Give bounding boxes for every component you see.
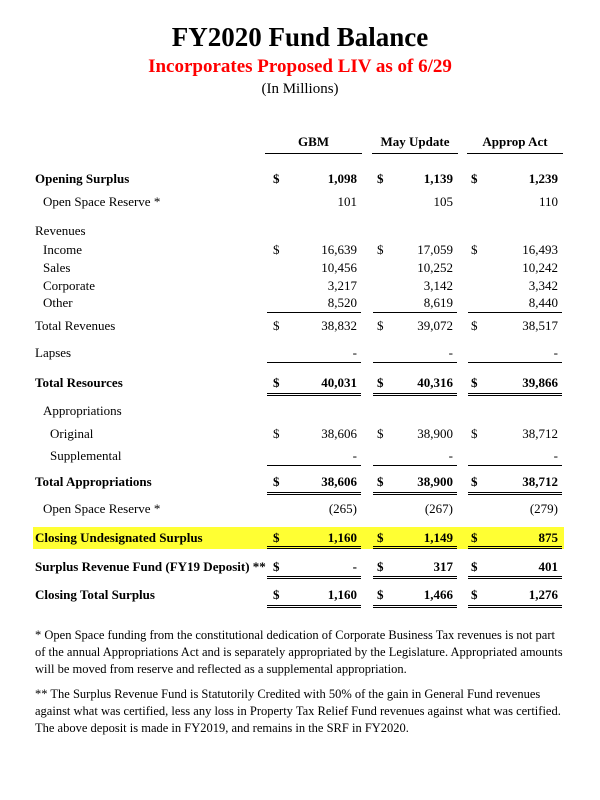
row-label: Surplus Revenue Fund (FY19 Deposit) ** xyxy=(35,559,266,574)
table-row-open-space-reserve-2 xyxy=(0,499,600,519)
table-row-revenues-header xyxy=(0,221,600,241)
footnote-surplus-revenue-fund: ** The Surplus Revenue Fund is Statutorily Credited with 50% of the gain in General Fund revenues against what was certified, less any loss in Property Tax Relief Fund revenues against what was certified. The above deposit is made in FY2019, and remains in the SRF in FY2020. xyxy=(35,687,561,735)
value-may-update: 38,900 xyxy=(417,426,453,441)
value-may-update: (267) xyxy=(424,501,453,516)
value-approp-act: 110 xyxy=(538,194,558,209)
table-row-surplus-revenue-fund xyxy=(0,557,600,577)
value-gbm: 38,832 xyxy=(321,318,357,333)
double-underline xyxy=(267,393,361,396)
table-row-total-appropriations xyxy=(0,472,600,492)
double-underline xyxy=(373,492,457,495)
row-label: Other xyxy=(43,295,73,310)
underline xyxy=(373,465,457,466)
dollar-sign: $ xyxy=(273,375,280,390)
row-label: Total Resources xyxy=(35,375,123,390)
value-gbm: 38,606 xyxy=(321,426,357,441)
table-row-sales xyxy=(0,258,600,278)
dollar-sign: $ xyxy=(377,318,384,333)
dollar-sign: $ xyxy=(471,375,478,390)
value-may-update: - xyxy=(448,448,453,463)
units-label: (In Millions) xyxy=(261,81,339,97)
value-may-update: - xyxy=(448,345,453,360)
underline xyxy=(267,312,361,313)
table-row-original xyxy=(0,424,600,444)
value-gbm: - xyxy=(352,559,357,574)
value-may-update: 1,139 xyxy=(423,171,453,186)
value-approp-act: 401 xyxy=(538,559,558,574)
underline xyxy=(468,362,562,363)
table-row-appropriations-header xyxy=(0,401,600,421)
value-gbm: 101 xyxy=(337,194,357,209)
table-row-total-resources xyxy=(0,373,600,393)
value-approp-act: 3,342 xyxy=(528,278,558,293)
row-label: Appropriations xyxy=(43,403,122,418)
column-header-gbm: GBM xyxy=(265,134,362,154)
row-label: Corporate xyxy=(43,278,95,293)
dollar-sign: $ xyxy=(471,242,478,257)
row-label: Income xyxy=(43,242,82,257)
value-may-update: 3,142 xyxy=(423,278,453,293)
value-approp-act: (279) xyxy=(529,501,558,516)
value-gbm: 3,217 xyxy=(327,278,357,293)
value-approp-act: 38,517 xyxy=(522,318,558,333)
value-gbm: (265) xyxy=(328,501,357,516)
dollar-sign: $ xyxy=(377,474,384,489)
value-may-update: 39,072 xyxy=(417,318,453,333)
row-label: Total Appropriations xyxy=(35,474,152,489)
dollar-sign: $ xyxy=(471,559,478,574)
dollar-sign: $ xyxy=(273,474,280,489)
page-title: FY2020 Fund Balance xyxy=(171,22,429,52)
dollar-sign: $ xyxy=(471,474,478,489)
table-row-supplemental xyxy=(0,446,600,466)
value-approp-act: 16,493 xyxy=(522,242,558,257)
value-may-update: 317 xyxy=(433,559,453,574)
double-underline xyxy=(267,492,361,495)
double-underline xyxy=(267,546,361,549)
dollar-sign: $ xyxy=(273,426,280,441)
dollar-sign: $ xyxy=(471,587,478,602)
double-underline xyxy=(267,576,361,579)
value-approp-act: 8,440 xyxy=(528,295,558,310)
value-may-update: 40,316 xyxy=(417,375,453,390)
value-gbm: - xyxy=(352,345,357,360)
underline xyxy=(468,465,562,466)
value-may-update: 17,059 xyxy=(417,242,453,257)
row-label: Supplemental xyxy=(50,448,122,463)
double-underline xyxy=(468,546,562,549)
table-row-other xyxy=(0,293,600,313)
dollar-sign: $ xyxy=(377,530,384,545)
dollar-sign: $ xyxy=(377,559,384,574)
footnote-open-space: * Open Space funding from the constitutional dedication of Corporate Business Tax revenues is not part of the annual Appropriations Act and is separately appropriated by the Legislature. Appropriated amounts will be moved from reserve and reflected as a supplemental appropriation. xyxy=(35,628,563,676)
dollar-sign: $ xyxy=(377,426,384,441)
dollar-sign: $ xyxy=(377,375,384,390)
value-gbm: 1,160 xyxy=(327,587,357,602)
dollar-sign: $ xyxy=(471,426,478,441)
value-may-update: 8,619 xyxy=(423,295,453,310)
double-underline xyxy=(468,576,562,579)
underline xyxy=(373,362,457,363)
double-underline xyxy=(468,492,562,495)
dollar-sign: $ xyxy=(377,171,384,186)
value-gbm: 1,160 xyxy=(327,530,357,545)
double-underline xyxy=(373,546,457,549)
value-gbm: 16,639 xyxy=(321,242,357,257)
value-may-update: 1,466 xyxy=(423,587,453,602)
table-row-lapses xyxy=(0,343,600,363)
row-label: Lapses xyxy=(35,345,72,360)
value-gbm: 1,098 xyxy=(327,171,357,186)
dollar-sign: $ xyxy=(471,171,478,186)
dollar-sign: $ xyxy=(471,530,478,545)
column-header-may-update: May Update xyxy=(372,134,458,154)
column-header-approp-act: Approp Act xyxy=(467,134,563,154)
dollar-sign: $ xyxy=(377,587,384,602)
value-gbm: 8,520 xyxy=(327,295,357,310)
table-row-total-revenues xyxy=(0,316,600,336)
table-row-closing-undesignated-surplus xyxy=(0,528,600,548)
double-underline xyxy=(468,393,562,396)
table-row-income xyxy=(0,240,600,260)
row-label: Open Space Reserve * xyxy=(43,501,161,516)
value-approp-act: 875 xyxy=(538,530,558,545)
value-may-update: 105 xyxy=(433,194,453,209)
double-underline xyxy=(373,393,457,396)
dollar-sign: $ xyxy=(377,242,384,257)
underline xyxy=(267,465,361,466)
value-may-update: 1,149 xyxy=(423,530,453,545)
value-approp-act: 1,239 xyxy=(528,171,558,186)
row-label: Original xyxy=(50,426,94,441)
value-gbm: 40,031 xyxy=(321,375,357,390)
double-underline xyxy=(373,605,457,608)
value-may-update: 10,252 xyxy=(417,260,453,275)
value-gbm: 10,456 xyxy=(321,260,357,275)
underline xyxy=(468,312,562,313)
row-label: Revenues xyxy=(35,223,86,238)
value-gbm: 38,606 xyxy=(321,474,357,489)
double-underline xyxy=(267,605,361,608)
dollar-sign: $ xyxy=(273,318,280,333)
dollar-sign: $ xyxy=(273,530,280,545)
underline xyxy=(267,362,361,363)
value-approp-act: 10,242 xyxy=(522,260,558,275)
row-label: Sales xyxy=(43,260,71,275)
dollar-sign: $ xyxy=(471,318,478,333)
value-approp-act: - xyxy=(553,345,558,360)
row-label: Open Space Reserve * xyxy=(43,194,161,209)
row-label: Closing Total Surplus xyxy=(35,587,155,602)
value-approp-act: 39,866 xyxy=(522,375,558,390)
dollar-sign: $ xyxy=(273,171,280,186)
value-approp-act: 38,712 xyxy=(522,474,558,489)
double-underline xyxy=(468,605,562,608)
value-approp-act: 38,712 xyxy=(522,426,558,441)
value-approp-act: - xyxy=(553,448,558,463)
value-gbm: - xyxy=(352,448,357,463)
page-subtitle: Incorporates Proposed LIV as of 6/29 xyxy=(148,56,452,77)
row-label: Opening Surplus xyxy=(35,171,130,186)
dollar-sign: $ xyxy=(273,242,280,257)
table-row-closing-total-surplus xyxy=(0,585,600,605)
row-label: Closing Undesignated Surplus xyxy=(35,530,203,545)
value-may-update: 38,900 xyxy=(417,474,453,489)
table-row-open-space-reserve xyxy=(0,192,600,212)
dollar-sign: $ xyxy=(273,559,280,574)
double-underline xyxy=(373,576,457,579)
table-row-opening-surplus xyxy=(0,169,600,189)
dollar-sign: $ xyxy=(273,587,280,602)
underline xyxy=(373,312,457,313)
value-approp-act: 1,276 xyxy=(528,587,558,602)
row-label: Total Revenues xyxy=(35,318,116,333)
